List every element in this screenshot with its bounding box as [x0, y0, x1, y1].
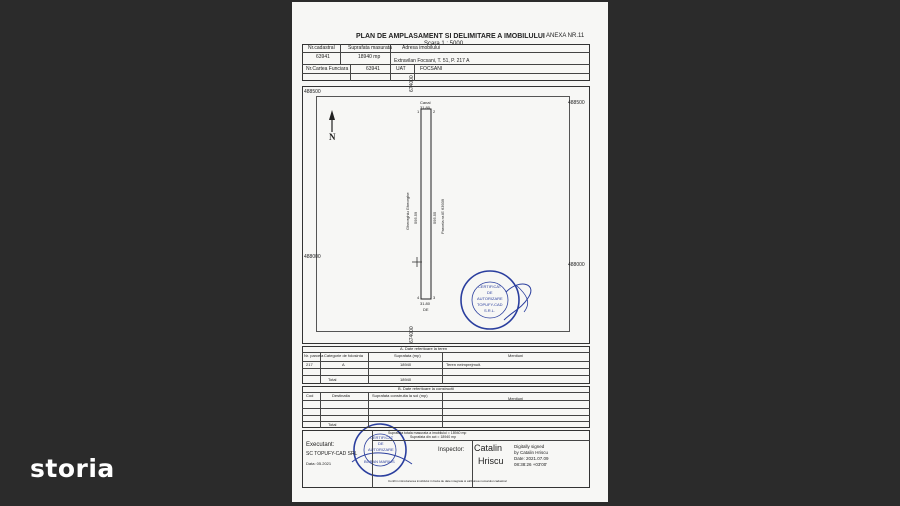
section-a-total-label: Total: [328, 377, 337, 382]
row-suprafata: 18940: [400, 362, 412, 367]
col-mentiuni-b: Mentiuni: [508, 396, 524, 401]
neighbor-left: Gheorghiu Gheorghe: [405, 192, 410, 230]
adresa-label: Adresa imobilului: [402, 45, 441, 51]
carte-label: Nr.Cartea Funciara: [306, 66, 349, 72]
col-nr-parcela: Nr. parcela: [304, 353, 324, 358]
point-4: 4: [417, 295, 420, 300]
stamp1-line3: AUTORIZARE: [477, 296, 503, 301]
suprafata-value: 18940 mp: [358, 54, 381, 60]
canal-length: 31.80: [420, 105, 431, 110]
stamp1-line5: S.R.L.: [484, 308, 496, 313]
coord-top: 674000: [409, 75, 415, 92]
dist-right: 595.55: [432, 211, 437, 224]
stamp2-line1: CERTIFICAT: [370, 435, 394, 440]
canal-label: Canal: [420, 100, 431, 105]
signature-line-4: 08:38:26 +03'00': [514, 462, 548, 467]
row-nr-parcela: 217: [306, 362, 313, 367]
nr-cadastral-label: Nr.cadastral: [308, 45, 335, 51]
col-destinatia: Destinatia: [332, 393, 350, 398]
inspector-name-1: Catalin: [474, 443, 503, 453]
left-background: [0, 0, 292, 506]
stamp2-line2: DE: [378, 441, 384, 446]
stamp2-line4: BOBAN MARIUS: [364, 459, 395, 464]
doc-title: PLAN DE AMPLASAMENT SI DELIMITARE A IMOBILULUI: [356, 33, 545, 40]
adresa-value: Extravilan Focsani, T. 51, P. 217 A: [394, 58, 470, 64]
signature-line-3: Date: 2021.07.09: [514, 456, 549, 461]
storia-logo: storia: [30, 454, 115, 483]
executant-value: SC TOPUFY-CAD SRL: [306, 451, 358, 457]
parcel-outline: [421, 109, 431, 299]
coord-top-left: 488500: [304, 89, 321, 95]
section-a-title: A. Date referitoare la teren: [400, 346, 448, 351]
carte-value: 63941: [366, 66, 380, 72]
signature-line-1: Digitally signed: [514, 444, 545, 449]
section-a-total: 18940: [400, 377, 412, 382]
stamp1-line2: DE: [487, 290, 493, 295]
suprafata-label: Suprafata masurata: [348, 45, 392, 51]
dist-bottom: 31.80: [420, 301, 431, 306]
col-cod: Cod: [306, 393, 314, 398]
north-arrow-head: [329, 110, 335, 120]
section-b-total-label: Total: [328, 422, 337, 427]
footer-sup-masurata: Suprafata totala masurata a imobilului = 18940 mp: [388, 431, 467, 435]
coord-mid-right: 488000: [568, 262, 585, 268]
uat-label: UAT: [396, 66, 406, 72]
col-suprafata: Suprafata (mp): [394, 353, 421, 358]
inspector-label: Inspector:: [438, 447, 465, 453]
row-mentiuni: Teren neimprejmuit.: [446, 362, 482, 367]
neighbor-right: Parcela nr.IE 63939: [440, 198, 445, 234]
point-3: 3: [433, 295, 436, 300]
signature-line-2: by Catalin Hriscu: [514, 450, 549, 455]
document-page: [292, 2, 608, 502]
coord-mid-left: 488000: [304, 254, 321, 260]
north-label: N: [329, 132, 336, 142]
uat-value: FOCSANI: [420, 66, 443, 72]
nr-cadastral-value: 63941: [316, 54, 330, 60]
doc-annex: ANEXA NR.11: [546, 33, 585, 39]
point-1: 1: [417, 109, 420, 114]
footer-bottom-note: Confirm introducerea imobilului in baza de date integrata si atribuirea numarului cadastral: [388, 479, 507, 483]
bottom-label: DE: [423, 307, 429, 312]
footer-sup-cf: Suprafata din act = 18940 mp: [410, 435, 457, 439]
coord-top-right: 488500: [568, 100, 585, 106]
dist-left: 595.59: [413, 211, 418, 224]
stamp2-line3: AUTORIZARE: [368, 447, 394, 452]
stamp1-line1: CERTIFICAT: [478, 284, 502, 289]
right-background: [610, 0, 900, 506]
col-categorie: Categorie de folosinta: [324, 353, 363, 358]
coord-bottom: 674000: [409, 326, 415, 343]
row-categorie: A: [342, 362, 345, 367]
stamp1-line4: TOPUFY-CAD: [477, 302, 503, 307]
col-suprafata-constr: Suprafata construita la sol (mp): [372, 393, 428, 398]
doc-scale: Scara 1 : 5000: [424, 41, 464, 47]
col-mentiuni: Mentiuni: [508, 353, 524, 358]
executant-date: Data: 05.2021: [306, 461, 332, 466]
inspector-name-2: Hriscu: [478, 456, 504, 466]
executant-label: Executant:: [306, 442, 335, 448]
section-b-title: B. Date referitoare la constructii: [398, 386, 455, 391]
point-2: 2: [433, 109, 436, 114]
